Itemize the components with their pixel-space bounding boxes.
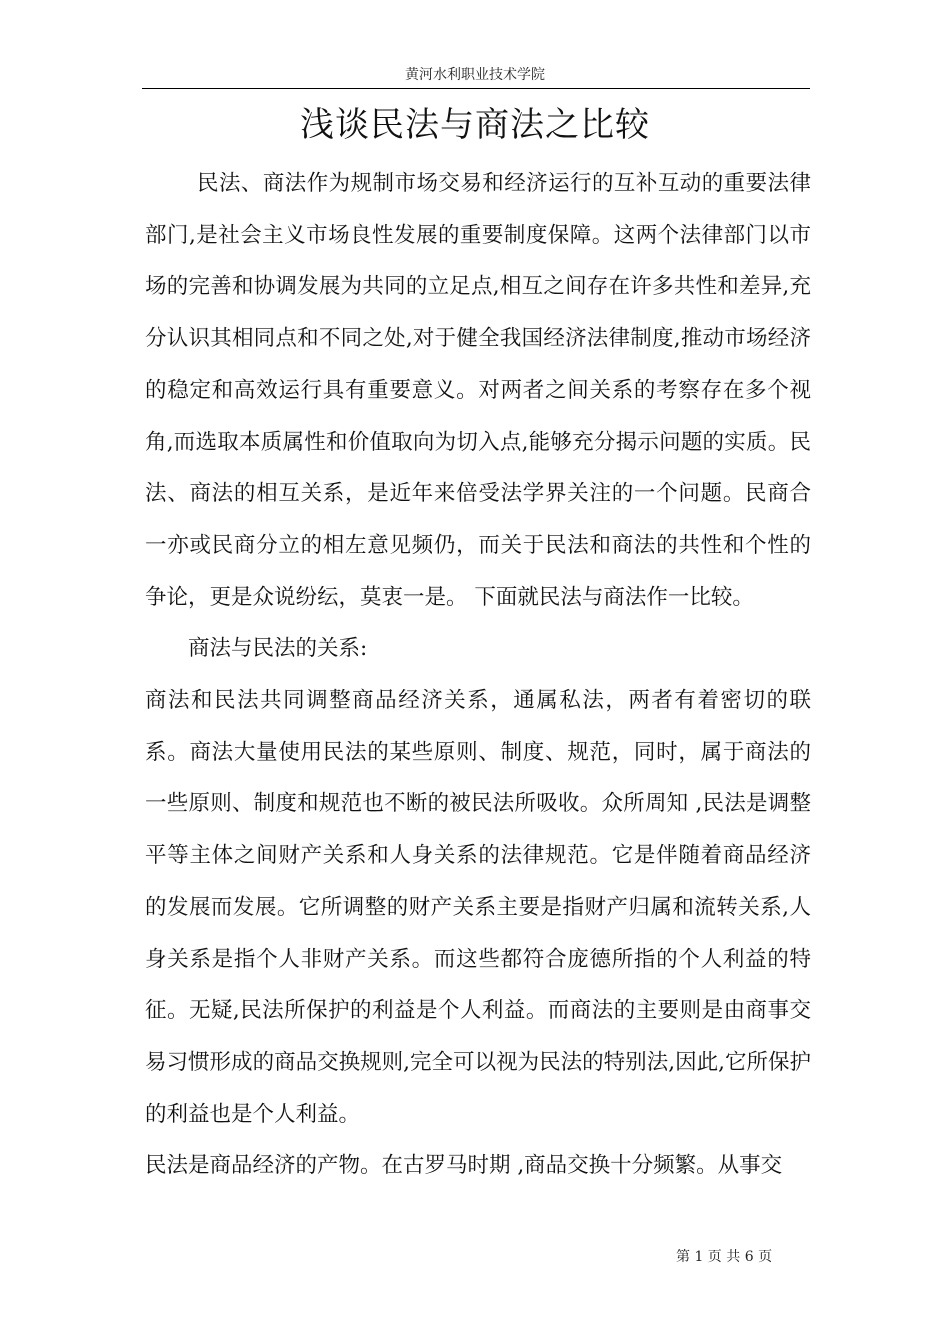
page-number: 第 1 页 共 6 页 [676,1249,773,1265]
intro-paragraph: 民法、商法作为规制市场交易和经济运行的互补互动的重要法律部门,是社会主义市场良性发展的重要制度保障。这两个法律部门以市场的完善和协调发展为共同的立足点,相互之间存在许多共性和差异,充分认识其相同点和不同之处,对于健全我国经济法律制度,推动市场经济的稳定和高效运行具有重要意义。对两者之间关系的考察存在多个视角,而选取本质属性和价值取向为切入点,能够充分揭示问题的实质。民法、商法的相互关系，是近年来倍受法学界关注的一个问题。民商合一亦或民商分立的相左意见频仍，而关于民法和商法的共性和个性的争论，更是众说纷纭，莫衷一是。 下面就民法与商法作一比较。 [145,171,811,610]
civil-law-paragraph: 民法是商品经济的产物。在古罗马时期 ,商品交换十分频繁。从事交 [145,1153,783,1179]
header-divider [142,88,810,89]
page-header: 黄河水利职业技术学院 [405,67,545,83]
section-heading: 商法与民法的关系: [188,636,368,662]
document-title: 浅谈民法与商法之比较 [300,105,650,145]
document-body [145,158,811,1192]
relationship-paragraph: 商法和民法共同调整商品经济关系，通属私法，两者有着密切的联系。商法大量使用民法的某些原则、制度、规范，同时，属于商法的一些原则、制度和规范也不断的被民法所吸收。众所周知 ,民法是调整平等主体之间财产关系和人身关系的法律规范。它是伴随着商品经济的发展而发展。它所调整的财产关系主要是指财产归属和流转关系,人身关系是指个人非财产关系。而这些都符合庞德所指的个人利益的特征。无疑,民法所保护的利益是个人利益。而商法的主要则是由商事交易习惯形成的商品交换规则,完全可以视为民法的特别法,因此,它所保护的利益也是个人利益。 [145,688,811,1127]
